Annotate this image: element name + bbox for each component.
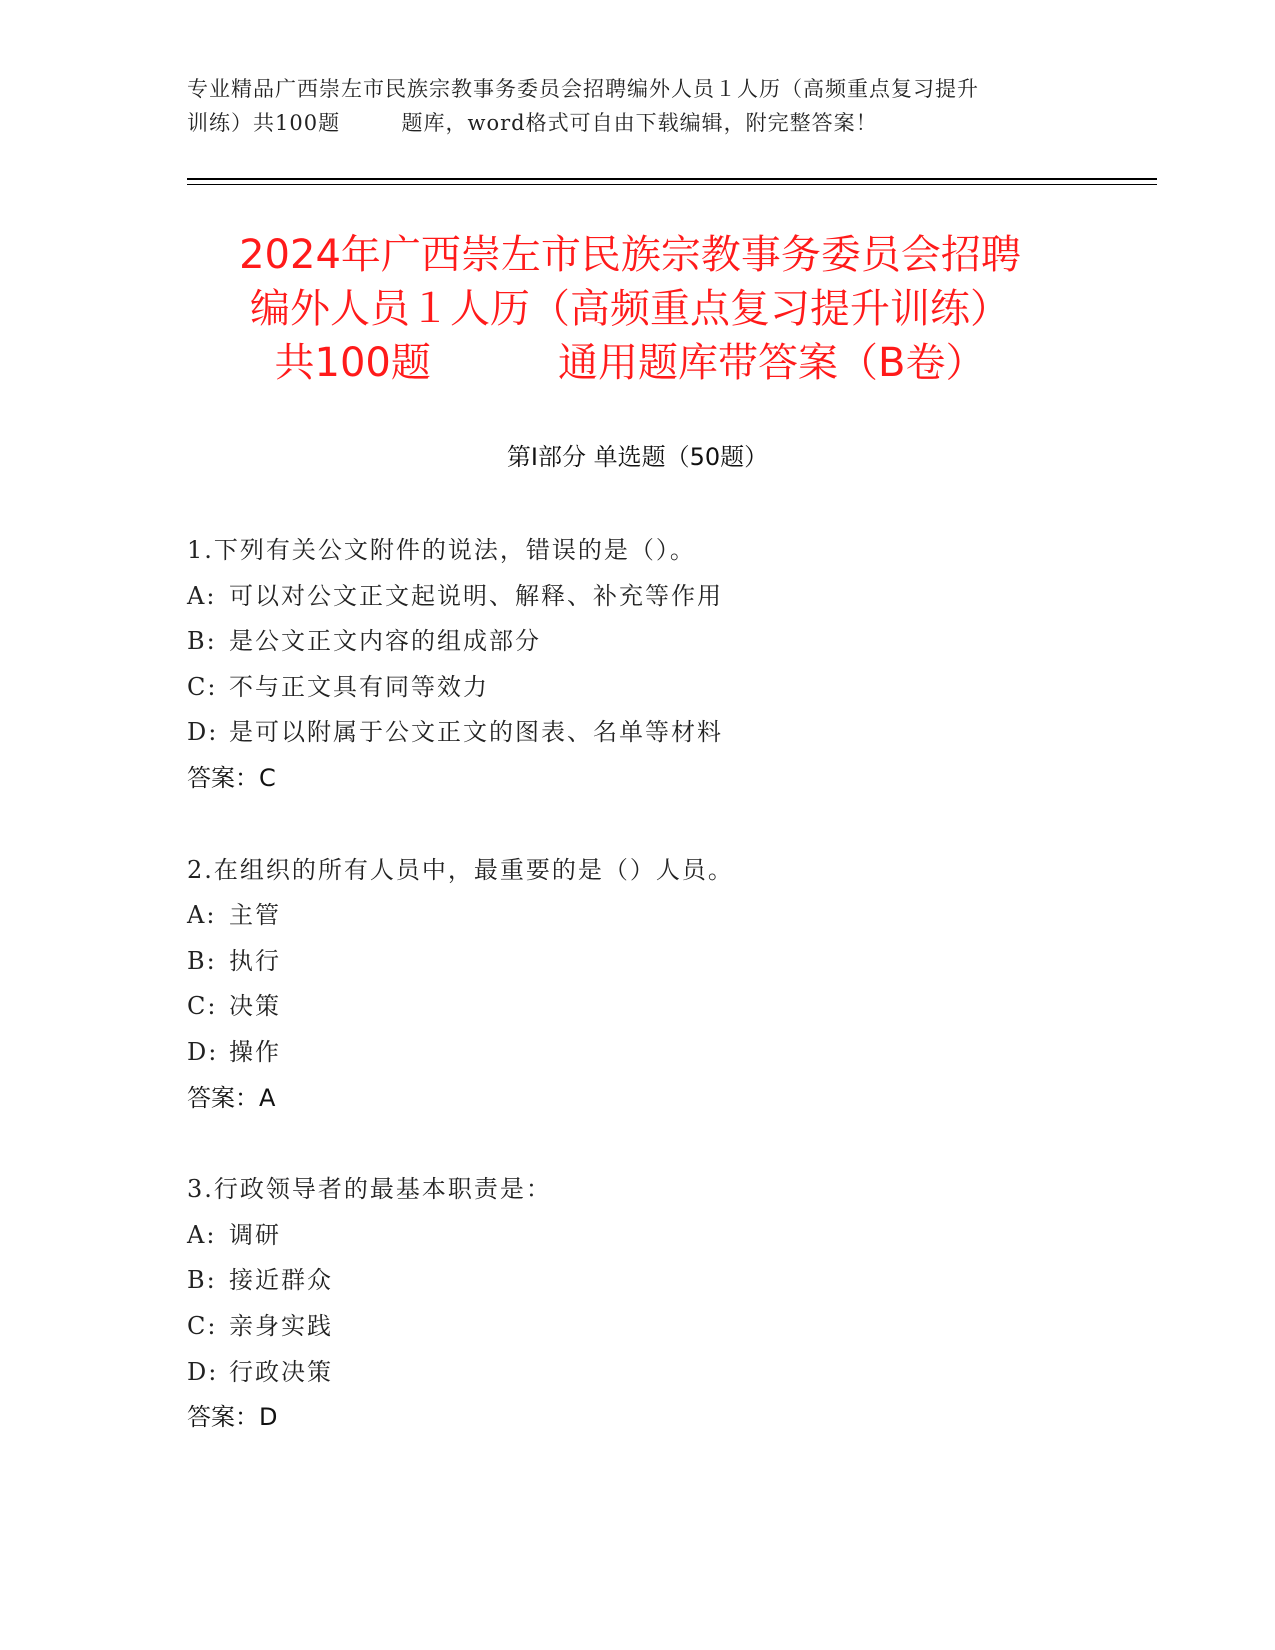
- option-c: [187, 984, 1137, 1030]
- option-c: [187, 1304, 1137, 1350]
- option-a: [187, 1213, 1137, 1259]
- option-text: 决策: [229, 992, 281, 1021]
- option-b: [187, 1258, 1137, 1304]
- title-line-1: 2024年广西崇左市民族宗教事务委员会招聘: [239, 232, 1021, 278]
- option-letter: A:: [187, 901, 217, 930]
- question-3: [187, 1167, 1137, 1441]
- option-letter: B:: [187, 627, 217, 656]
- option-a: [187, 574, 1137, 620]
- option-text: 操作: [229, 1037, 281, 1066]
- option-text: 可以对公文正文起说明、解释、补充等作用: [229, 581, 723, 610]
- option-letter: D:: [187, 1037, 219, 1066]
- option-text: 是公文正文内容的组成部分: [229, 627, 541, 656]
- option-text: 不与正文具有同等效力: [229, 672, 489, 701]
- option-letter: C:: [187, 992, 218, 1021]
- option-b: [187, 619, 1137, 665]
- option-letter: C:: [187, 672, 218, 701]
- option-letter: D:: [187, 1357, 219, 1386]
- header-divider-thick: [187, 178, 1157, 180]
- answer: 答案：D: [187, 1403, 278, 1432]
- option-letter: D:: [187, 718, 219, 747]
- option-text: 亲身实践: [229, 1311, 333, 1340]
- question-list: [187, 528, 1137, 1487]
- header-line-1: 专业精品广西崇左市民族宗教事务委员会招聘编外人员１人历（高频重点复习提升: [187, 77, 979, 101]
- option-a: [187, 893, 1137, 939]
- option-letter: B:: [187, 1266, 217, 1295]
- option-text: 是可以附属于公文正文的图表、名单等材料: [229, 718, 723, 747]
- option-d: [187, 1030, 1137, 1076]
- option-text: 接近群众: [229, 1266, 333, 1295]
- question-2: [187, 848, 1137, 1122]
- question-1: [187, 528, 1137, 802]
- answer: 答案：C: [187, 763, 276, 792]
- section-heading: 第Ⅰ部分 单选题（50题）: [506, 443, 769, 471]
- header-line-2: 训练）共100题 题库，word格式可自由下载编辑，附完整答案！: [187, 111, 878, 135]
- option-d: [187, 1350, 1137, 1396]
- title-line-3: 共100题 通用题库带答案（B卷）: [274, 340, 986, 386]
- answer: 答案：A: [187, 1083, 276, 1112]
- option-letter: C:: [187, 1311, 218, 1340]
- question-stem: 3.行政领导者的最基本职责是：: [187, 1175, 552, 1204]
- question-stem: 1.下列有关公文附件的说法，错误的是（）。: [187, 536, 696, 564]
- question-stem: 2.在组织的所有人员中，最重要的是（）人员。: [187, 855, 734, 884]
- option-letter: A:: [187, 581, 217, 610]
- option-text: 主管: [229, 901, 281, 930]
- option-letter: A:: [187, 1220, 217, 1249]
- option-text: 行政决策: [229, 1357, 333, 1386]
- document-title: [160, 228, 1100, 390]
- header-divider-thin: [187, 184, 1157, 185]
- title-line-2: 编外人员１人历（高频重点复习提升训练）: [250, 286, 1010, 332]
- option-b: [187, 939, 1137, 985]
- option-letter: B:: [187, 946, 217, 975]
- page-header: [187, 72, 1087, 140]
- option-c: [187, 665, 1137, 711]
- option-text: 执行: [229, 946, 281, 975]
- option-text: 调研: [229, 1220, 281, 1249]
- option-d: [187, 710, 1137, 756]
